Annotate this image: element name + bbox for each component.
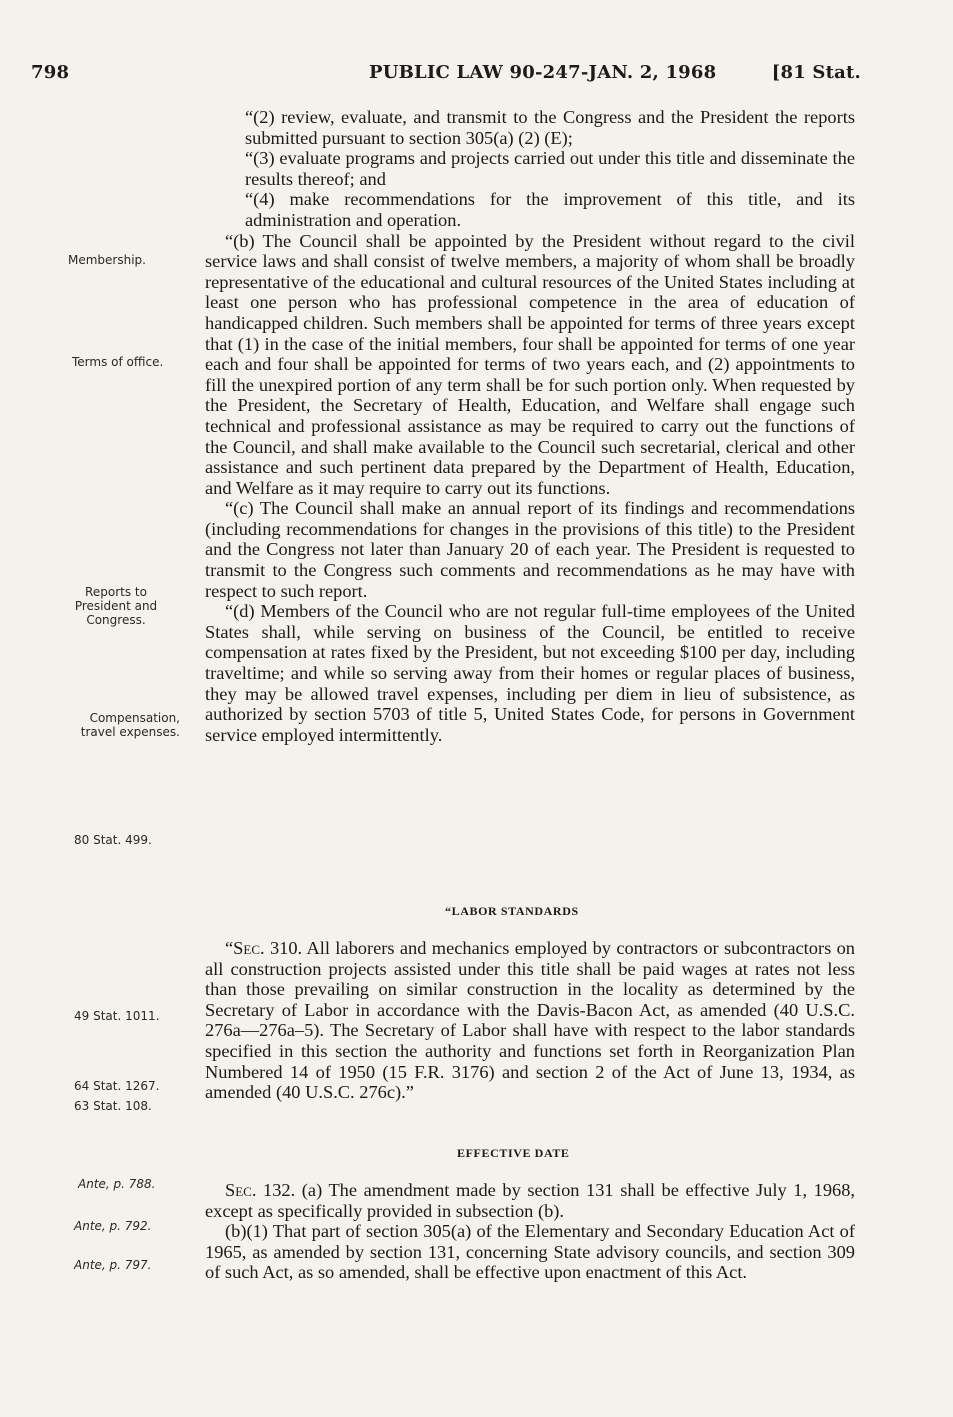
- margin-note-49-stat: 49 Stat. 1011.: [74, 1009, 160, 1023]
- margin-note-64-stat: 64 Stat. 1267.: [74, 1079, 160, 1093]
- margin-note-terms-of-office: Terms of office.: [72, 355, 164, 369]
- margin-note-membership: Membership.: [68, 253, 146, 267]
- heading-effective-date: EFFECTIVE DATE: [457, 1146, 570, 1160]
- margin-note-ante-792: Ante, p. 792.: [74, 1219, 152, 1233]
- margin-note-ante-797: Ante, p. 797.: [74, 1258, 152, 1272]
- margin-note-reports-to-president: Reports to President and Congress.: [74, 585, 158, 627]
- margin-note-80-stat: 80 Stat. 499.: [74, 833, 152, 847]
- margin-note-ante-788: Ante, p. 788.: [78, 1177, 156, 1191]
- running-title: PUBLIC LAW 90-247-JAN. 2, 1968: [369, 62, 717, 83]
- margin-note-63-stat: 63 Stat. 108.: [74, 1099, 152, 1113]
- section-310: “Sec. 310. All laborers and mechanics employed by contractors or subcontractors on all construction projects assisted under this title shall be paid wages at rates not less than those prevailing on similar construction in the locality as determined by the Secretary of Labor in accordance with the Davis-Bacon Act, as amended (40 U.S.C. 276a—276a–5). The Secretary of Labor shall have with respect to the labor standards specified in this section the authority and functions set forth in Reorganization Plan Numbered 14 of 1950 (15 F.R. 3176) and section 2 of the Act of June 13, 1934, as amended (40 U.S.C. 276c).”: [205, 938, 855, 1103]
- item-2: “(2) review, evaluate, and transmit to the Congress and the President the reports submitted pursuant to section 305(a) (2) (E);: [245, 107, 855, 148]
- section-132-a: Sec. 132. (a) The amendment made by section 131 shall be effective July 1, 1968, except as specifically provided in subsection (b).: [205, 1180, 855, 1221]
- item-4: “(4) make recommendations for the improvement of this title, and its administration and operation.: [245, 189, 855, 230]
- paragraph-c: “(c) The Council shall make an annual report of its findings and recommendations (including recommendations for changes in the provisions of this title) to the President and the Congress not later than January 20 of each year. The President is requested to transmit to the Congress such comments and recommendations as he may have with respect to such report.: [205, 498, 855, 601]
- margin-note-compensation: Compensation, travel expenses.: [80, 711, 180, 739]
- section-132-b1: (b)(1) That part of section 305(a) of the Elementary and Secondary Education Act of 1965, as amended by section 131, concerning State advisory councils, and section 309 of such Act, as so amended, shall be effective upon enactment of this Act.: [205, 1221, 855, 1283]
- statute-reference: [81 Stat.: [771, 62, 861, 83]
- section-132-block: [205, 1180, 855, 1283]
- paragraph-d: “(d) Members of the Council who are not regular full-time employees of the United States shall, while serving on business of the Council, be entitled to receive compensation at rates fixed by the President, but not exceeding $100 per day, including traveltime; and while so serving away from their homes or regular places of business, they may be allowed travel expenses, including per diem in lieu of subsistence, as authorized by section 5703 of title 5, United States Code, for persons in Government service employed intermittently.: [205, 601, 855, 745]
- item-3: “(3) evaluate programs and projects carried out under this title and disseminate the results thereof; and: [245, 148, 855, 189]
- page-number: 798: [31, 62, 70, 83]
- council-functions-block: [205, 107, 855, 745]
- paragraph-b: “(b) The Council shall be appointed by the President without regard to the civil service laws and shall consist of twelve members, a majority of whom shall be broadly representative of the educational and cultural resources of the United States including at least one person who has professional competence in the area of education of handicapped children. Such members shall be appointed for terms of three years except that (1) in the case of the initial members, four shall be appointed for terms of one year each and four shall be appointed for terms of two years each, and (2) appointments to fill the unexpired portion of any term shall be for such portion only. When requested by the President, the Secretary of Health, Education, and Welfare shall engage such technical and professional assistance as may be required to carry out the functions of the Council, and shall make available to the Council such secretarial, clerical and other assistance and such pertinent data prepared by the Department of Health, Education, and Welfare as it may require to carry out its functions.: [205, 230, 855, 498]
- section-310-block: [205, 938, 855, 1103]
- heading-labor-standards: “LABOR STANDARDS: [445, 904, 579, 918]
